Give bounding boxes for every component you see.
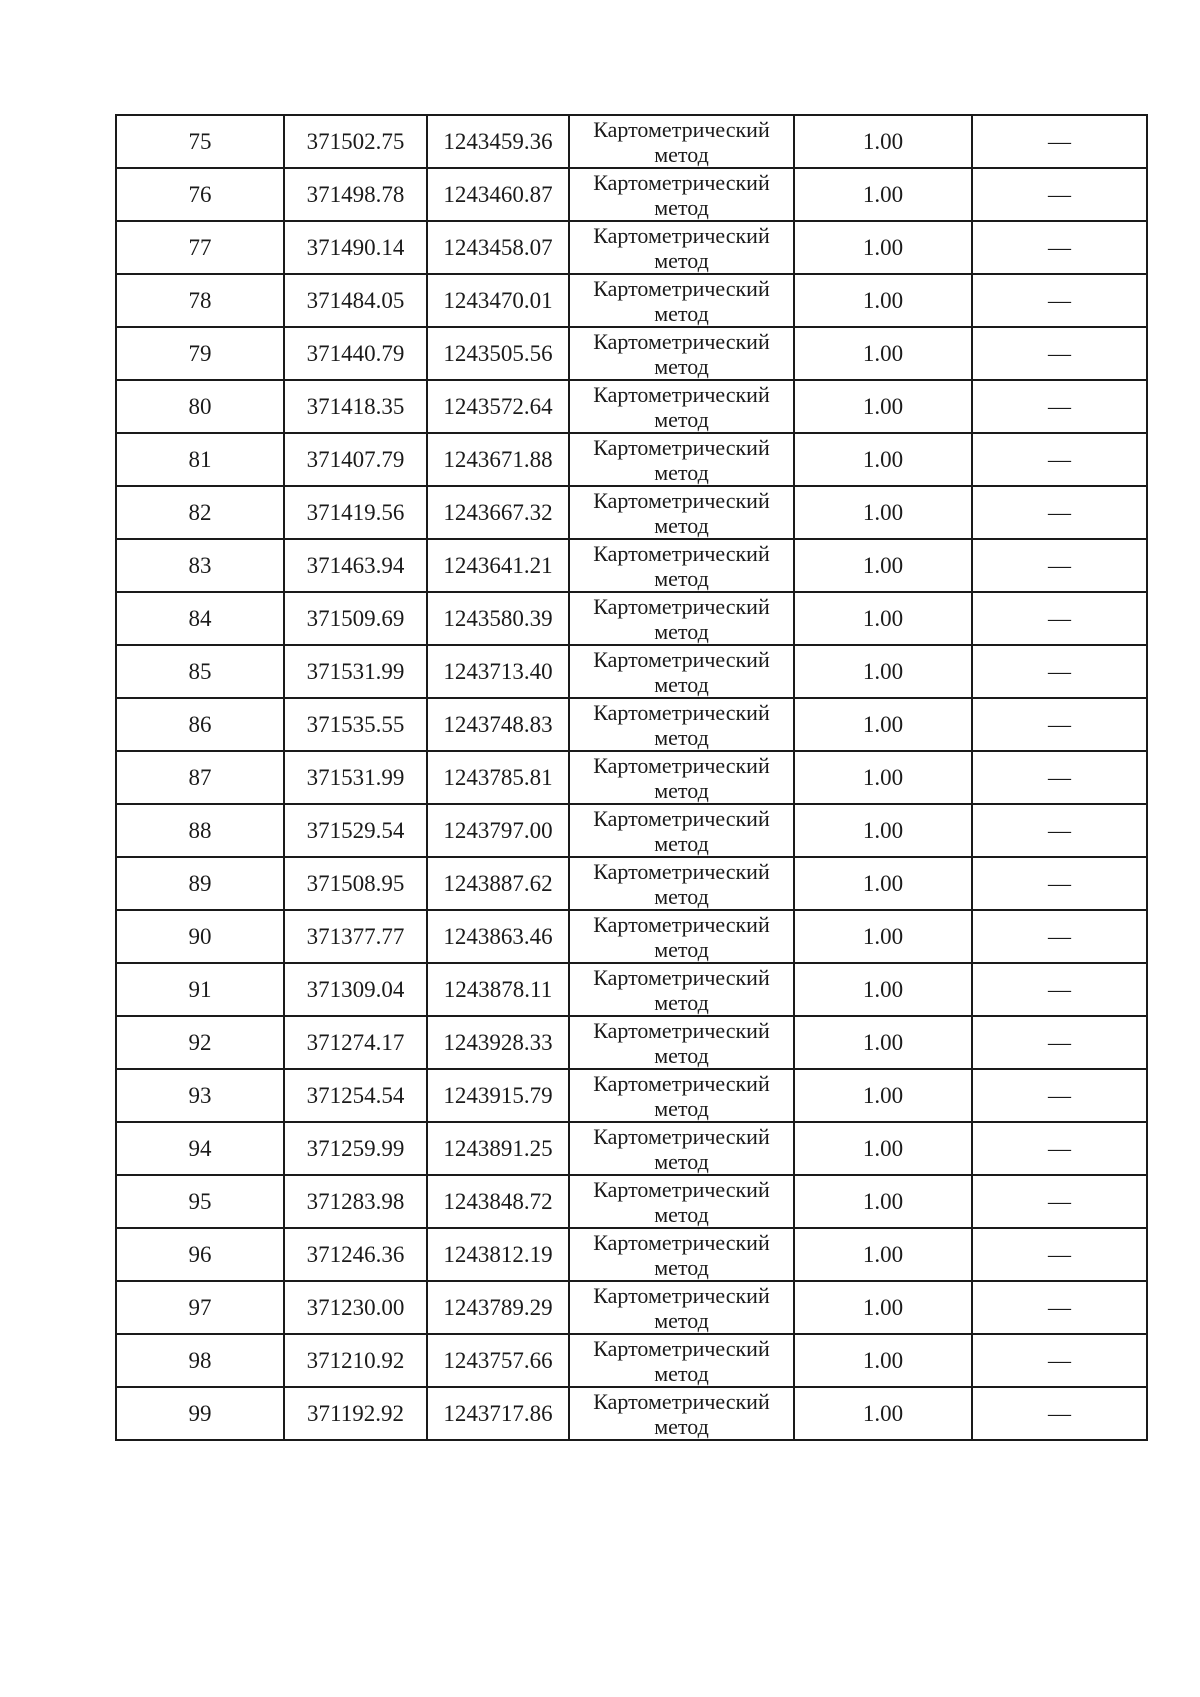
description-cell: — <box>972 804 1147 857</box>
x-coordinate-cell: 371440.79 <box>284 327 427 380</box>
point-number-cell: 78 <box>116 274 284 327</box>
table-row <box>116 804 1147 857</box>
point-number-cell: 76 <box>116 168 284 221</box>
table-row <box>116 1228 1147 1281</box>
description-cell: — <box>972 221 1147 274</box>
point-number-cell: 99 <box>116 1387 284 1440</box>
table-row <box>116 857 1147 910</box>
method-line2: метод <box>654 724 709 750</box>
y-coordinate-cell: 1243748.83 <box>427 698 569 751</box>
accuracy-cell: 1.00 <box>794 1228 972 1281</box>
method-cell <box>569 1016 794 1069</box>
table-row <box>116 963 1147 1016</box>
method-line1: Картометрический <box>593 275 770 301</box>
description-cell: — <box>972 115 1147 168</box>
y-coordinate-cell: 1243459.36 <box>427 115 569 168</box>
description-cell: — <box>972 698 1147 751</box>
point-number-cell: 82 <box>116 486 284 539</box>
point-number-cell: 87 <box>116 751 284 804</box>
x-coordinate-cell: 371192.92 <box>284 1387 427 1440</box>
y-coordinate-cell: 1243572.64 <box>427 380 569 433</box>
x-coordinate-cell: 371210.92 <box>284 1334 427 1387</box>
y-coordinate-cell: 1243887.62 <box>427 857 569 910</box>
y-coordinate-cell: 1243797.00 <box>427 804 569 857</box>
accuracy-cell: 1.00 <box>794 857 972 910</box>
y-coordinate-cell: 1243891.25 <box>427 1122 569 1175</box>
y-coordinate-cell: 1243505.56 <box>427 327 569 380</box>
point-number-cell: 79 <box>116 327 284 380</box>
point-number-cell: 97 <box>116 1281 284 1334</box>
y-coordinate-cell: 1243812.19 <box>427 1228 569 1281</box>
y-coordinate-cell: 1243667.32 <box>427 486 569 539</box>
accuracy-cell: 1.00 <box>794 698 972 751</box>
description-cell: — <box>972 433 1147 486</box>
table-row <box>116 1122 1147 1175</box>
y-coordinate-cell: 1243713.40 <box>427 645 569 698</box>
method-cell <box>569 1334 794 1387</box>
y-coordinate-cell: 1243928.33 <box>427 1016 569 1069</box>
method-cell <box>569 698 794 751</box>
point-number-cell: 80 <box>116 380 284 433</box>
point-number-cell: 92 <box>116 1016 284 1069</box>
method-line2: метод <box>654 1148 709 1174</box>
y-coordinate-cell: 1243789.29 <box>427 1281 569 1334</box>
description-cell: — <box>972 645 1147 698</box>
table-row <box>116 486 1147 539</box>
accuracy-cell: 1.00 <box>794 592 972 645</box>
method-line2: метод <box>654 300 709 326</box>
method-line2: метод <box>654 406 709 432</box>
point-number-cell: 86 <box>116 698 284 751</box>
y-coordinate-cell: 1243458.07 <box>427 221 569 274</box>
point-number-cell: 91 <box>116 963 284 1016</box>
method-line2: метод <box>654 618 709 644</box>
method-cell <box>569 380 794 433</box>
table-row <box>116 1069 1147 1122</box>
x-coordinate-cell: 371531.99 <box>284 645 427 698</box>
method-cell <box>569 592 794 645</box>
y-coordinate-cell: 1243580.39 <box>427 592 569 645</box>
x-coordinate-cell: 371309.04 <box>284 963 427 1016</box>
description-cell: — <box>972 910 1147 963</box>
method-line2: метод <box>654 1307 709 1333</box>
table-row <box>116 539 1147 592</box>
point-number-cell: 88 <box>116 804 284 857</box>
x-coordinate-cell: 371274.17 <box>284 1016 427 1069</box>
accuracy-cell: 1.00 <box>794 963 972 1016</box>
method-cell <box>569 804 794 857</box>
table-row <box>116 751 1147 804</box>
method-line2: метод <box>654 1201 709 1227</box>
y-coordinate-cell: 1243460.87 <box>427 168 569 221</box>
method-line2: метод <box>654 247 709 273</box>
x-coordinate-cell: 371377.77 <box>284 910 427 963</box>
method-line2: метод <box>654 989 709 1015</box>
point-number-cell: 94 <box>116 1122 284 1175</box>
method-line1: Картометрический <box>593 487 770 513</box>
description-cell: — <box>972 1281 1147 1334</box>
method-cell <box>569 433 794 486</box>
accuracy-cell: 1.00 <box>794 486 972 539</box>
method-line2: метод <box>654 671 709 697</box>
table-row <box>116 433 1147 486</box>
description-cell: — <box>972 963 1147 1016</box>
method-line2: метод <box>654 512 709 538</box>
method-line1: Картометрический <box>593 1335 770 1361</box>
x-coordinate-cell: 371508.95 <box>284 857 427 910</box>
accuracy-cell: 1.00 <box>794 539 972 592</box>
point-number-cell: 85 <box>116 645 284 698</box>
method-line2: метод <box>654 1042 709 1068</box>
table-row <box>116 168 1147 221</box>
description-cell: — <box>972 1122 1147 1175</box>
y-coordinate-cell: 1243470.01 <box>427 274 569 327</box>
table-row <box>116 115 1147 168</box>
description-cell: — <box>972 751 1147 804</box>
method-cell <box>569 1281 794 1334</box>
method-cell <box>569 751 794 804</box>
method-line1: Картометрический <box>593 1229 770 1255</box>
point-number-cell: 84 <box>116 592 284 645</box>
method-line1: Картометрический <box>593 1017 770 1043</box>
table-row <box>116 1281 1147 1334</box>
table-row <box>116 327 1147 380</box>
x-coordinate-cell: 371490.14 <box>284 221 427 274</box>
y-coordinate-cell: 1243863.46 <box>427 910 569 963</box>
description-cell: — <box>972 274 1147 327</box>
method-line1: Картометрический <box>593 1282 770 1308</box>
point-number-cell: 77 <box>116 221 284 274</box>
table-row <box>116 1175 1147 1228</box>
method-line2: метод <box>654 565 709 591</box>
description-cell: — <box>972 1387 1147 1440</box>
method-line1: Картометрический <box>593 752 770 778</box>
method-line2: метод <box>654 1095 709 1121</box>
x-coordinate-cell: 371535.55 <box>284 698 427 751</box>
accuracy-cell: 1.00 <box>794 1016 972 1069</box>
description-cell: — <box>972 168 1147 221</box>
method-line1: Картометрический <box>593 911 770 937</box>
coordinates-table-body <box>116 115 1147 1440</box>
accuracy-cell: 1.00 <box>794 910 972 963</box>
point-number-cell: 95 <box>116 1175 284 1228</box>
point-number-cell: 96 <box>116 1228 284 1281</box>
table-row <box>116 592 1147 645</box>
method-line2: метод <box>654 883 709 909</box>
accuracy-cell: 1.00 <box>794 1387 972 1440</box>
table-row <box>116 910 1147 963</box>
accuracy-cell: 1.00 <box>794 221 972 274</box>
x-coordinate-cell: 371463.94 <box>284 539 427 592</box>
x-coordinate-cell: 371498.78 <box>284 168 427 221</box>
accuracy-cell: 1.00 <box>794 1175 972 1228</box>
accuracy-cell: 1.00 <box>794 751 972 804</box>
description-cell: — <box>972 857 1147 910</box>
method-line2: метод <box>654 353 709 379</box>
method-line2: метод <box>654 830 709 856</box>
description-cell: — <box>972 486 1147 539</box>
method-line1: Картометрический <box>593 222 770 248</box>
method-line1: Картометрический <box>593 646 770 672</box>
method-cell <box>569 115 794 168</box>
point-number-cell: 93 <box>116 1069 284 1122</box>
method-line1: Картометрический <box>593 964 770 990</box>
method-line1: Картометрический <box>593 1070 770 1096</box>
accuracy-cell: 1.00 <box>794 1069 972 1122</box>
description-cell: — <box>972 1228 1147 1281</box>
coordinates-table <box>115 114 1148 1441</box>
accuracy-cell: 1.00 <box>794 327 972 380</box>
method-cell <box>569 274 794 327</box>
method-line1: Картометрический <box>593 116 770 142</box>
point-number-cell: 75 <box>116 115 284 168</box>
table-row <box>116 1387 1147 1440</box>
method-line1: Картометрический <box>593 434 770 460</box>
method-cell <box>569 221 794 274</box>
description-cell: — <box>972 1334 1147 1387</box>
description-cell: — <box>972 1069 1147 1122</box>
method-line2: метод <box>654 1360 709 1386</box>
method-cell <box>569 1387 794 1440</box>
method-cell <box>569 327 794 380</box>
method-cell <box>569 1228 794 1281</box>
method-line2: метод <box>654 459 709 485</box>
description-cell: — <box>972 1016 1147 1069</box>
method-line2: метод <box>654 777 709 803</box>
method-cell <box>569 857 794 910</box>
method-cell <box>569 486 794 539</box>
table-row <box>116 1334 1147 1387</box>
accuracy-cell: 1.00 <box>794 1334 972 1387</box>
y-coordinate-cell: 1243848.72 <box>427 1175 569 1228</box>
description-cell: — <box>972 380 1147 433</box>
x-coordinate-cell: 371509.69 <box>284 592 427 645</box>
accuracy-cell: 1.00 <box>794 274 972 327</box>
x-coordinate-cell: 371418.35 <box>284 380 427 433</box>
table-row <box>116 645 1147 698</box>
x-coordinate-cell: 371529.54 <box>284 804 427 857</box>
accuracy-cell: 1.00 <box>794 645 972 698</box>
method-line1: Картометрический <box>593 858 770 884</box>
method-line1: Картометрический <box>593 381 770 407</box>
description-cell: — <box>972 592 1147 645</box>
point-number-cell: 98 <box>116 1334 284 1387</box>
method-cell <box>569 168 794 221</box>
method-cell <box>569 1175 794 1228</box>
y-coordinate-cell: 1243671.88 <box>427 433 569 486</box>
table-row <box>116 698 1147 751</box>
method-cell <box>569 963 794 1016</box>
x-coordinate-cell: 371283.98 <box>284 1175 427 1228</box>
method-line1: Картометрический <box>593 1176 770 1202</box>
y-coordinate-cell: 1243717.86 <box>427 1387 569 1440</box>
description-cell: — <box>972 1175 1147 1228</box>
accuracy-cell: 1.00 <box>794 168 972 221</box>
accuracy-cell: 1.00 <box>794 433 972 486</box>
table-row <box>116 274 1147 327</box>
point-number-cell: 89 <box>116 857 284 910</box>
accuracy-cell: 1.00 <box>794 804 972 857</box>
x-coordinate-cell: 371254.54 <box>284 1069 427 1122</box>
x-coordinate-cell: 371484.05 <box>284 274 427 327</box>
method-line1: Картометрический <box>593 169 770 195</box>
y-coordinate-cell: 1243915.79 <box>427 1069 569 1122</box>
point-number-cell: 90 <box>116 910 284 963</box>
x-coordinate-cell: 371502.75 <box>284 115 427 168</box>
description-cell: — <box>972 327 1147 380</box>
accuracy-cell: 1.00 <box>794 380 972 433</box>
method-line2: метод <box>654 1413 709 1439</box>
x-coordinate-cell: 371259.99 <box>284 1122 427 1175</box>
method-cell <box>569 645 794 698</box>
x-coordinate-cell: 371419.56 <box>284 486 427 539</box>
method-line1: Картометрический <box>593 805 770 831</box>
accuracy-cell: 1.00 <box>794 115 972 168</box>
method-line1: Картометрический <box>593 328 770 354</box>
method-cell <box>569 539 794 592</box>
method-line1: Картометрический <box>593 1123 770 1149</box>
table-row <box>116 380 1147 433</box>
y-coordinate-cell: 1243757.66 <box>427 1334 569 1387</box>
y-coordinate-cell: 1243641.21 <box>427 539 569 592</box>
table-row <box>116 221 1147 274</box>
method-line1: Картометрический <box>593 540 770 566</box>
x-coordinate-cell: 371531.99 <box>284 751 427 804</box>
accuracy-cell: 1.00 <box>794 1122 972 1175</box>
description-cell: — <box>972 539 1147 592</box>
y-coordinate-cell: 1243785.81 <box>427 751 569 804</box>
method-line2: метод <box>654 1254 709 1280</box>
x-coordinate-cell: 371230.00 <box>284 1281 427 1334</box>
x-coordinate-cell: 371246.36 <box>284 1228 427 1281</box>
method-line1: Картометрический <box>593 699 770 725</box>
method-cell <box>569 910 794 963</box>
method-cell <box>569 1069 794 1122</box>
table-row <box>116 1016 1147 1069</box>
method-line2: метод <box>654 194 709 220</box>
point-number-cell: 81 <box>116 433 284 486</box>
method-cell <box>569 1122 794 1175</box>
y-coordinate-cell: 1243878.11 <box>427 963 569 1016</box>
accuracy-cell: 1.00 <box>794 1281 972 1334</box>
method-line1: Картометрический <box>593 593 770 619</box>
point-number-cell: 83 <box>116 539 284 592</box>
method-line2: метод <box>654 936 709 962</box>
method-line2: метод <box>654 141 709 167</box>
x-coordinate-cell: 371407.79 <box>284 433 427 486</box>
method-line1: Картометрический <box>593 1388 770 1414</box>
